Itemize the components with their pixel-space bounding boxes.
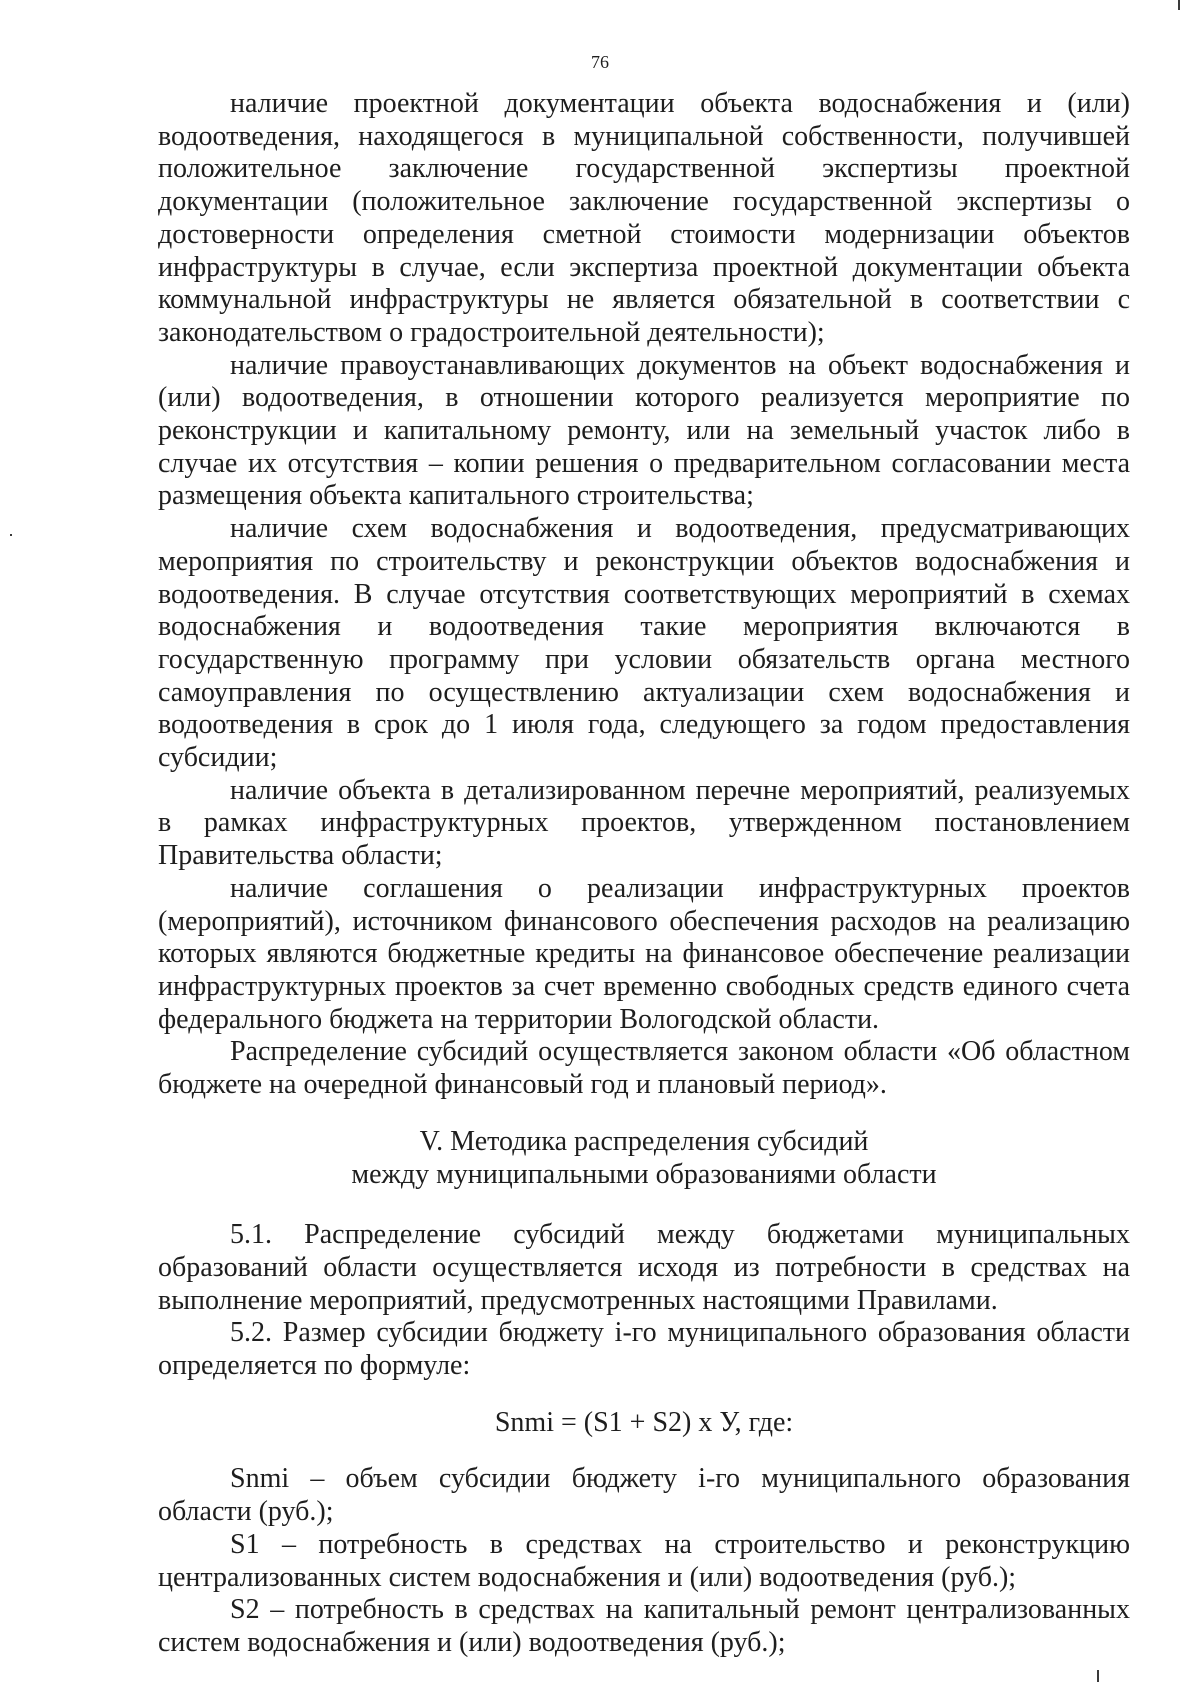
section-heading-line-1: V. Методика распределения субсидий bbox=[419, 1125, 869, 1157]
definition-s1: S1 – потребность в средствах на строительство и реконструкцию централизованных систем водоснабжения и (или) водоотведения (руб.); bbox=[158, 1528, 1130, 1593]
paragraph-distribution-law: Распределение субсидий осуществляется законом области «Об областном бюджете на очередной финансовый год и плановый период». bbox=[158, 1036, 1130, 1101]
section-heading bbox=[158, 1126, 1130, 1191]
paragraph-5-1: 5.1. Распределение субсидий между бюджетами муниципальных образований области осуществляется исходя из потребности в средствах на выполнение мероприятий, предусмотренных настоящими Правилами. bbox=[158, 1219, 1130, 1316]
paragraph-5-2: 5.2. Размер субсидии бюджету i-го муниципального образования области определяется по формуле: bbox=[158, 1317, 1130, 1382]
definition-s2: S2 – потребность в средствах на капитальный ремонт централизованных систем водоснабжения и (или) водоотведения (руб.); bbox=[158, 1594, 1130, 1658]
definition-snmi: Snmi – объем субсидии бюджету i-го муниципального образования области (руб.); bbox=[158, 1463, 1130, 1528]
paragraph-title-documents: наличие правоустанавливающих документов на объект водоснабжения и (или) водоотведения, в отношении которого реализуется мероприятие по реконструкции и капитальному ремонту, или на земельный участок либо в случае их отсутствия – копии решения о предварительном согласовании места размещения объекта капитального строительства; bbox=[158, 349, 1130, 512]
scan-mark-left bbox=[10, 534, 12, 536]
document-body bbox=[158, 88, 1130, 1660]
subsidy-formula: Snmi = (S1 + S2) x У, где: bbox=[494, 1406, 794, 1438]
page-number: 76 bbox=[591, 52, 609, 72]
scan-mark-bottom bbox=[1097, 1670, 1099, 1682]
paragraph-detailed-list: наличие объекта в детализированном перечне мероприятий, реализуемых в рамках инфраструктурных проектов, утвержденном постановлением Правительства области; bbox=[158, 774, 1130, 872]
paragraph-design-documentation: наличие проектной документации объекта водоснабжения и (или) водоотведения, находящегося в муниципальной собственности, получившей положительное заключение государственной экспертизы проектной документации (положительное заключение государственной экспертизы о достоверности определения сметной стоимости модернизации объектов инфраструктуры в случае, если экспертиза проектной документации объекта коммунальной инфраструктуры не является обязательной в соответствии с законодательством о градостроительной деятельности); bbox=[158, 88, 1130, 348]
paragraph-water-schemes: наличие схем водоснабжения и водоотведения, предусматривающих мероприятия по строительству и реконструкции объектов водоснабжения и водоотведения. В случае отсутствия соответствующих мероприятий в схемах водоснабжения и водоотведения такие мероприятия включаются в государственную программу при условии обязательств органа местного самоуправления по осуществлению актуализации схем водоснабжения и водоотведения в срок до 1 июля года, следующего за годом предоставления субсидии; bbox=[158, 513, 1130, 774]
section-heading-line-2: между муниципальными образованиями области bbox=[351, 1158, 937, 1190]
paragraph-agreement: наличие соглашения о реализации инфраструктурных проектов (мероприятий), источником финансового обеспечения расходов на реализацию которых являются бюджетные кредиты на финансовое обеспечение реализации инфраструктурных проектов за счет временно свободных средств единого счета федерального бюджета на территории Вологодской области. bbox=[158, 872, 1130, 1035]
scan-mark-top bbox=[1178, 0, 1180, 10]
